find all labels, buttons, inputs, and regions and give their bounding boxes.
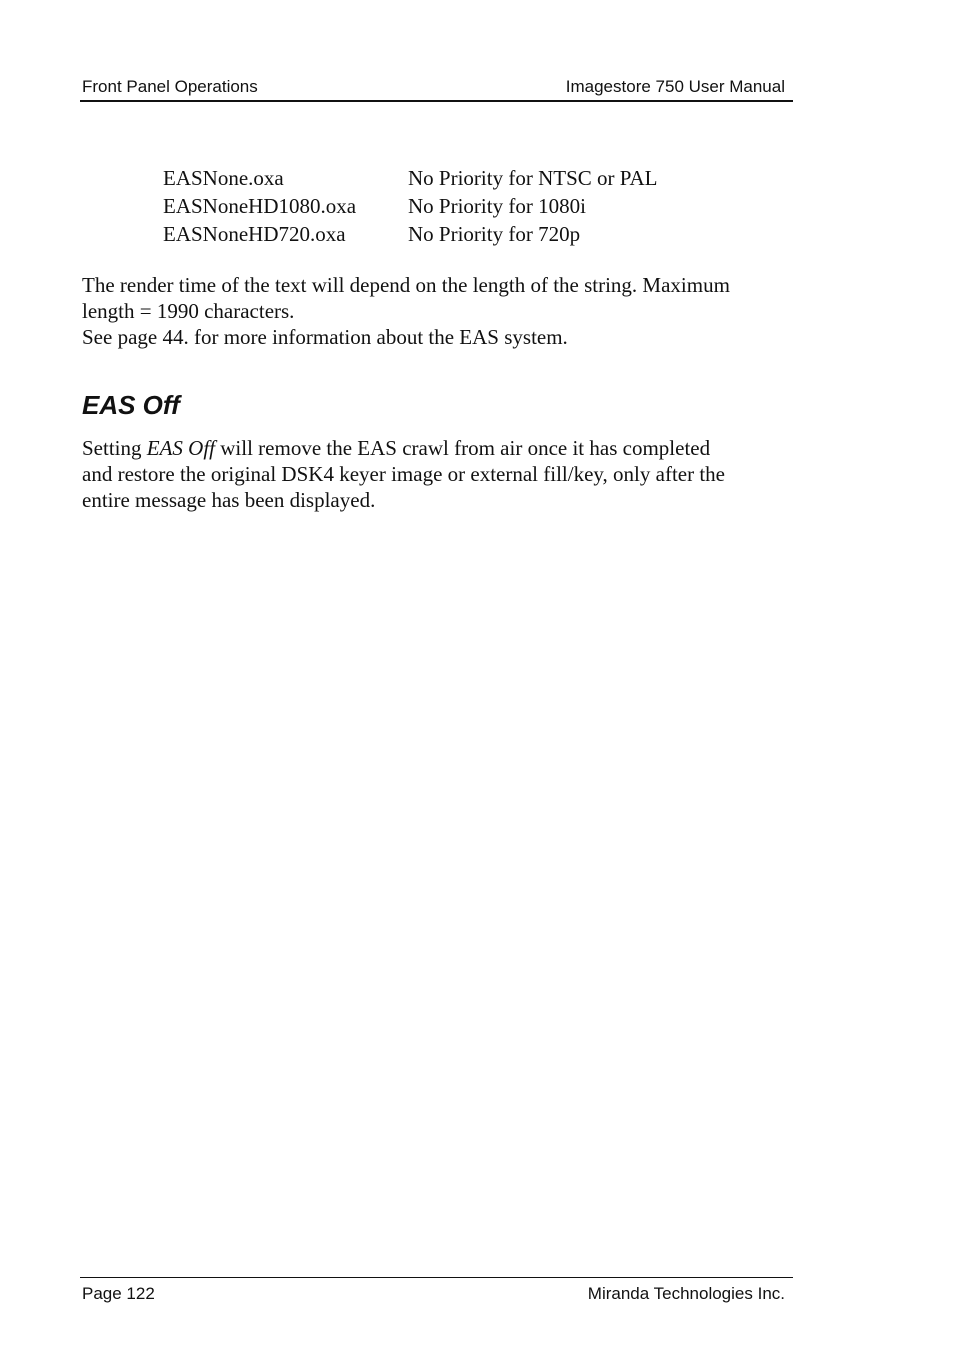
header-manual-title: Imagestore 750 User Manual xyxy=(565,77,785,96)
eas-off-line-3: entire message has been displayed. xyxy=(82,488,376,512)
eas-off-prefix: Setting xyxy=(82,436,147,460)
file-row xyxy=(163,164,723,192)
file-description: No Priority for NTSC or PAL xyxy=(408,166,658,190)
page-footer xyxy=(80,1277,793,1308)
file-name: EASNoneHD720.oxa xyxy=(163,222,346,246)
file-row xyxy=(163,220,723,248)
eas-off-line-1-rest: will remove the EAS crawl from air once it has completed xyxy=(215,436,711,460)
footer-company: Miranda Technologies Inc. xyxy=(587,1284,785,1303)
file-row xyxy=(163,192,723,220)
file-description: No Priority for 720p xyxy=(408,222,581,246)
render-time-paragraph xyxy=(82,272,802,350)
eas-off-emphasis: EAS Off xyxy=(146,436,216,460)
file-description: No Priority for 1080i xyxy=(408,194,586,218)
file-list xyxy=(163,164,723,248)
render-time-line-1: The render time of the text will depend on the length of the string. Maximum xyxy=(82,273,730,297)
page-header xyxy=(80,76,793,102)
section-heading: EAS Off xyxy=(82,390,180,420)
see-page-line: See page 44. for more information about the EAS system. xyxy=(82,325,568,349)
eas-off-paragraph xyxy=(82,435,802,513)
page-number: Page 122 xyxy=(82,1284,155,1303)
file-name: EASNoneHD1080.oxa xyxy=(163,194,357,218)
render-time-line-2: length = 1990 characters. xyxy=(82,299,295,323)
eas-off-line-1 xyxy=(82,435,802,461)
header-section-title: Front Panel Operations xyxy=(82,77,258,96)
eas-off-line-2: and restore the original DSK4 keyer image or external fill/key, only after the xyxy=(82,462,725,486)
file-name: EASNone.oxa xyxy=(163,166,284,190)
